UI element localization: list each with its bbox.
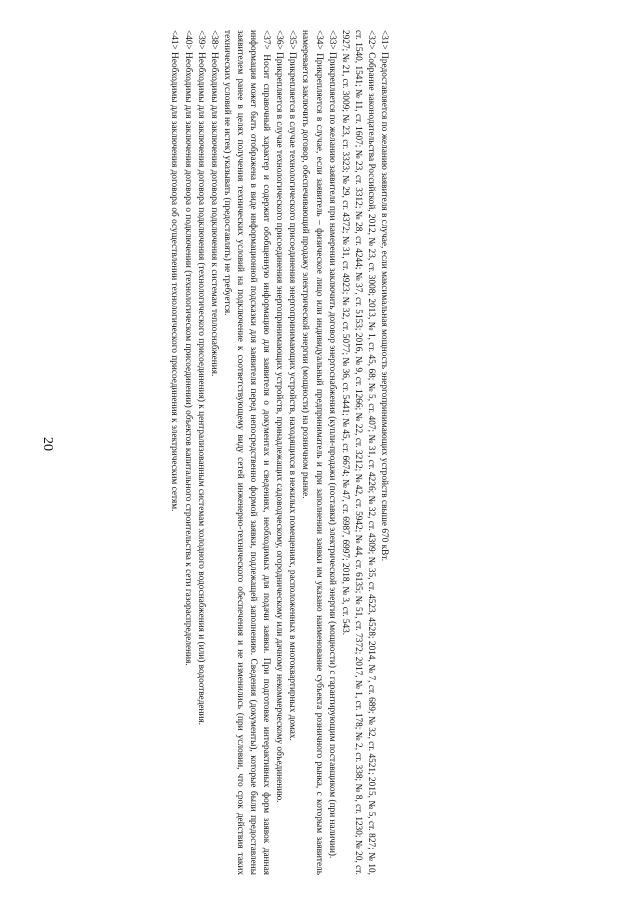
footnote-tag: <31> xyxy=(379,30,389,50)
footnote-tag: <32> xyxy=(365,30,376,50)
footnote xyxy=(377,30,390,875)
footnote-text: Прикрепляется в случае, если заявитель – физическое лицо или индивидуальный предприниматель и при заполнении заявки им указано наименование субъекта розничного рынка, с которым заявитель намеревается заключить договор, обеспечивающий продажу электрической энергии (мощности) на розничном рынке. xyxy=(300,30,324,876)
footnote xyxy=(220,30,272,875)
footnote xyxy=(167,30,180,875)
footnote xyxy=(325,30,338,875)
footnote-tag: <38> xyxy=(208,30,219,50)
footnotes-block xyxy=(80,30,390,875)
footnote-text: Предоставляется по желанию заявителя в случае, если максимальная мощность энергопринимающих устройств свыше 670 кВт. xyxy=(379,52,389,562)
footnote-tag: <37> xyxy=(261,30,272,50)
footnote xyxy=(181,30,194,875)
footnote xyxy=(272,30,285,875)
footnote xyxy=(207,30,220,875)
footnote-text: Прикрепляется по желанию заявителя при намерении заключить договор энергоснабжения (купли-продажи (поставки) электрической энергии (мощности) с гарантирующим поставщиком (при наличии). xyxy=(326,52,337,859)
footnote xyxy=(338,30,377,875)
footnote-tag: <34> xyxy=(313,30,324,50)
footnote-text: Необходимы для заключения договора об осуществлении технологического присоединения к электрическим сетям. xyxy=(169,52,180,512)
footnote-text: Необходимы для заключения договора о подключении (технологическом присоединении) объектов капитального строительства к сети газораспределения. xyxy=(182,52,193,666)
footnote-text: Необходимы для заключения договора подключения к системам теплоснабжения. xyxy=(208,52,219,377)
footnote xyxy=(285,30,298,875)
footnote-tag: <36> xyxy=(274,30,285,50)
footnote xyxy=(194,30,207,875)
footnote xyxy=(298,30,324,875)
footnote-text: Носит справочный характер и содержит обобщенную информацию для заявителя о документах и сведениях, необходимых для подачи заявки. При подготовке интерактивных форм заявок данная информация может быть отображена в виде информационной подсказки для заявителя перед непосредственно формой заявки, подлежащей заполнению. Сведения (документы), которые были предоставлены заявителем ранее в целях получения технических условий на подключение к соответствующему виду сетей инженерно-технического обеспечения и не изменились (при условии, что срок действия таких технических условий не истек) указывать (предоставлять) не требуется. xyxy=(221,30,272,876)
footnote-text: Прикрепляется в случае технологического присоединения энергопринимающих устройств, находящихся в нежилых помещениях, расположенных в многоквартирных домах. xyxy=(287,52,298,741)
footnote-tag: <41> xyxy=(169,30,180,50)
footnote-tag: <33> xyxy=(326,30,337,50)
footnote-text: Необходимы для заключения договора подключения (технологического присоединения) к централизованным системам холодного водоснабжения и (или) водоотведения. xyxy=(195,52,206,726)
footnote-tag: <40> xyxy=(182,30,193,50)
footnote-tag: <39> xyxy=(195,30,206,50)
footnote-text: Прикрепляется в случае технологического присоединения энергопринимающих устройств, принадлежащих садоводческому, огородническому или дачному некоммерческому объединению. xyxy=(274,52,285,803)
footnote-tag: <35> xyxy=(287,30,298,50)
page-number: 20 xyxy=(40,437,55,451)
footnote-text: Собрание законодательства Российской, 2012, № 23, ст. 3008; 2013, № 1, ст. 45, 68; № 5, ст. 407; № 31, ст. 4226; № 32, ст. 4309; № 35, ст. 4523, 4528; 2014, № 7, ст. 689; № 32, ст. 4521; 2015, № 5, ст. 827; № 10, ст. 1540, 1541; № 11, ст. 1607; № 23, ст. 3312; № 28, ст. 4244; № 37, ст. 5153; 2016, № 9, ст. 1266; № 22, ст. 3212; № 42, ст. 5942; № 44, ст. 6135; № 51, ст. 7372; 2017, № 1, ст. 178; № 2, ст. 338; № 8, ст. 1230; № 20, ст. 2927; № 21, ст. 3009; № 23, ст. 3323; № 29, ст. 4372; № 31, ст. 4923; № 32, ст. 5077; № 36, ст. 5441; № 45, ст. 6674; № 47, ст. 6987, 6997; 2018, № 3, ст. 543. xyxy=(339,30,376,876)
